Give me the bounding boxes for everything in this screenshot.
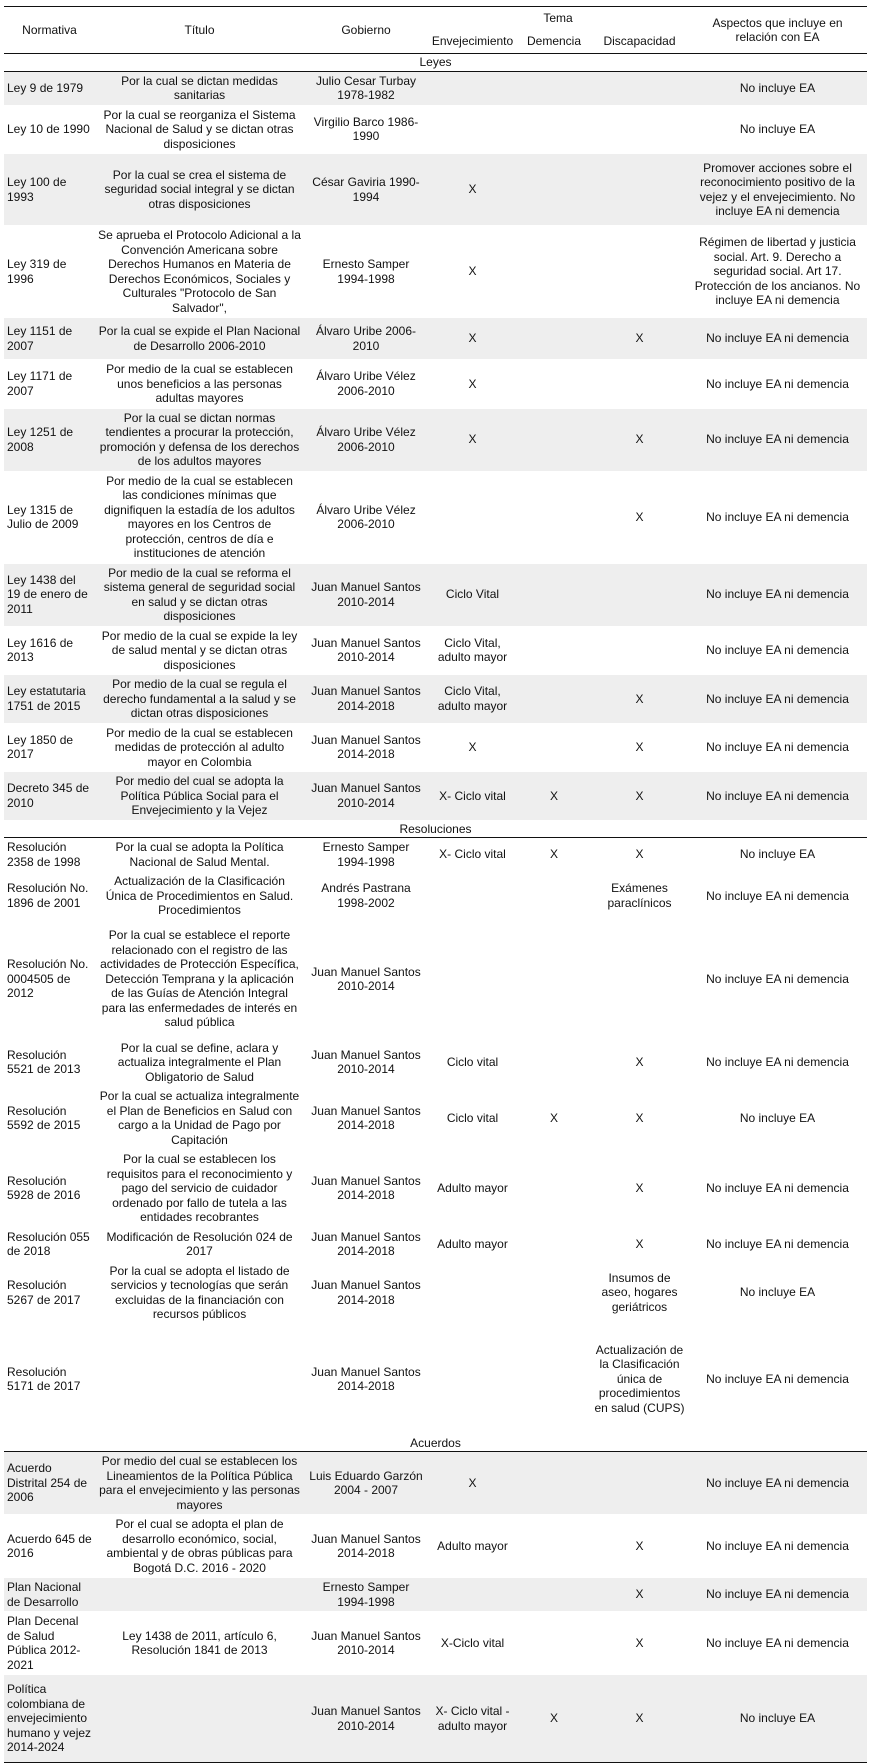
- cell-demencia: [517, 723, 591, 772]
- cell-demencia: X: [517, 1087, 591, 1150]
- cell-titulo: Actualización de la Clasificación Única de Procedimientos en Salud. Procedimientos: [95, 872, 304, 921]
- cell-envejecimiento: X: [428, 360, 517, 409]
- cell-gobierno: Juan Manuel Santos 2014-2018: [304, 1227, 428, 1261]
- cell-envejecimiento: [428, 1261, 517, 1324]
- cell-gobierno: Álvaro Uribe Vélez 2006-2010: [304, 471, 428, 563]
- cell-aspectos: No incluye EA: [688, 71, 867, 105]
- cell-aspectos: No incluye EA ni demencia: [688, 471, 867, 563]
- cell-gobierno: Álvaro Uribe 2006-2010: [304, 318, 428, 360]
- cell-titulo: [95, 1578, 304, 1612]
- cell-normativa: Resolución 5267 de 2017: [4, 1261, 95, 1324]
- cell-titulo: Por la cual se establecen los requisitos para el reconocimiento y pago del servicio de cuidador ordenado por fallo de tutela a las entidades recobrantes: [95, 1150, 304, 1228]
- header-normativa: Normativa: [22, 22, 77, 37]
- cell-demencia: [517, 226, 591, 318]
- cell-aspectos: Promover acciones sobre el reconocimiento positivo de la vejez y el envejecimiento. No incluye EA ni demencia: [688, 154, 867, 226]
- cell-demencia: [517, 1038, 591, 1087]
- cell-discapacidad: X: [591, 471, 688, 563]
- cell-discapacidad: Exámenes paraclínicos: [591, 872, 688, 921]
- cell-gobierno: Juan Manuel Santos 2014-2018: [304, 1261, 428, 1324]
- cell-normativa: Resolución 055 de 2018: [4, 1227, 95, 1261]
- cell-titulo: Por la cual se actualiza integralmente el Plan de Beneficios en Salud con cargo a la Unidad de Pago por Capitación: [95, 1087, 304, 1150]
- cell-aspectos: No incluye EA ni demencia: [688, 360, 867, 409]
- cell-gobierno: Juan Manuel Santos 2014-2018: [304, 723, 428, 772]
- table-row: [4, 1261, 867, 1324]
- section-label: Resoluciones: [4, 820, 867, 838]
- header-titulo: Título: [184, 22, 215, 37]
- cell-normativa: Ley 1171 de 2007: [4, 360, 95, 409]
- cell-normativa: Acuerdo Distrital 254 de 2006: [4, 1452, 95, 1515]
- cell-normativa: Ley 9 de 1979: [4, 71, 95, 105]
- cell-titulo: Por el cual se adopta el plan de desarrollo económico, social, ambiental y de obras públicas para Bogotá D.C. 2016 - 2020: [95, 1515, 304, 1578]
- cell-aspectos: No incluye EA: [688, 105, 867, 154]
- cell-gobierno: Juan Manuel Santos 2014-2018: [304, 1324, 428, 1434]
- cell-normativa: Política colombiana de envejecimiento humano y vejez 2014-2024: [4, 1675, 95, 1763]
- cell-aspectos: No incluye EA ni demencia: [688, 920, 867, 1038]
- cell-envejecimiento: X: [428, 1452, 517, 1515]
- cell-discapacidad: X: [591, 772, 688, 821]
- cell-envejecimiento: Ciclo vital: [428, 1038, 517, 1087]
- cell-envejecimiento: X-Ciclo vital: [428, 1612, 517, 1675]
- cell-envejecimiento: [428, 920, 517, 1038]
- cell-gobierno: Juan Manuel Santos 2014-2018: [304, 1150, 428, 1228]
- cell-titulo: Ley 1438 de 2011, artículo 6, Resolución 1841 de 2013: [95, 1612, 304, 1675]
- cell-demencia: X: [517, 1675, 591, 1763]
- cell-demencia: [517, 105, 591, 154]
- cell-gobierno: Álvaro Uribe Vélez 2006-2010: [304, 408, 428, 471]
- table-row: [4, 105, 867, 154]
- table-row: [4, 675, 867, 724]
- cell-titulo: Por la cual se establece el reporte relacionado con el registro de las actividades de Protección Específica, Detección Temprana y la aplicación de las Guías de Atención Integral para las enfermedades de interés en salud pública: [95, 920, 304, 1038]
- cell-titulo: Por medio de la cual se expide la ley de salud mental y se dictan otras disposiciones: [95, 626, 304, 675]
- cell-normativa: Resolución 5592 de 2015: [4, 1087, 95, 1150]
- cell-envejecimiento: [428, 471, 517, 563]
- cell-discapacidad: [591, 105, 688, 154]
- cell-gobierno: Juan Manuel Santos 2010-2014: [304, 1612, 428, 1675]
- cell-demencia: [517, 71, 591, 105]
- cell-aspectos: No incluye EA ni demencia: [688, 1150, 867, 1228]
- cell-titulo: [95, 1324, 304, 1434]
- cell-titulo: Por la cual se crea el sistema de seguridad social integral y se dictan otras disposiciones: [95, 154, 304, 226]
- table-row: [4, 408, 867, 471]
- cell-discapacidad: X: [591, 318, 688, 360]
- normativa-table: [4, 6, 867, 1763]
- cell-envejecimiento: X- Ciclo vital: [428, 772, 517, 821]
- cell-demencia: [517, 1227, 591, 1261]
- cell-envejecimiento: Adulto mayor: [428, 1515, 517, 1578]
- cell-normativa: Decreto 345 de 2010: [4, 772, 95, 821]
- cell-aspectos: No incluye EA ni demencia: [688, 723, 867, 772]
- header-gobierno: Gobierno: [341, 22, 391, 37]
- cell-demencia: [517, 408, 591, 471]
- cell-gobierno: Juan Manuel Santos 2014-2018: [304, 1515, 428, 1578]
- cell-discapacidad: X: [591, 838, 688, 872]
- cell-normativa: Ley 100 de 1993: [4, 154, 95, 226]
- cell-demencia: [517, 471, 591, 563]
- cell-normativa: Ley 1251 de 2008: [4, 408, 95, 471]
- table-row: [4, 1227, 867, 1261]
- table-row: [4, 1515, 867, 1578]
- cell-gobierno: Álvaro Uribe Vélez 2006-2010: [304, 360, 428, 409]
- cell-demencia: [517, 154, 591, 226]
- cell-gobierno: Juan Manuel Santos 2010-2014: [304, 1038, 428, 1087]
- cell-normativa: Resolución 5171 de 2017: [4, 1324, 95, 1434]
- cell-envejecimiento: X: [428, 226, 517, 318]
- cell-discapacidad: [591, 226, 688, 318]
- cell-normativa: Plan Decenal de Salud Pública 2012-2021: [4, 1612, 95, 1675]
- table-body: [4, 54, 867, 1763]
- cell-titulo: Modificación de Resolución 024 de 2017: [95, 1227, 304, 1261]
- cell-aspectos: No incluye EA ni demencia: [688, 675, 867, 724]
- cell-aspectos: No incluye EA: [688, 1261, 867, 1324]
- cell-envejecimiento: Adulto mayor: [428, 1150, 517, 1228]
- cell-titulo: Por medio de la cual se establecen unos beneficios a las personas adultas mayores: [95, 360, 304, 409]
- cell-titulo: Se aprueba el Protocolo Adicional a la Convención Americana sobre Derechos Humanos en Materia de Derechos Económicos, Sociales y Culturales "Protocolo de San Salvador",: [95, 226, 304, 318]
- table-row: [4, 772, 867, 821]
- cell-envejecimiento: Ciclo Vital, adulto mayor: [428, 626, 517, 675]
- cell-demencia: X: [517, 838, 591, 872]
- cell-discapacidad: Insumos de aseo, hogares geriátricos: [591, 1261, 688, 1324]
- cell-discapacidad: [591, 1452, 688, 1515]
- cell-demencia: [517, 1578, 591, 1612]
- cell-gobierno: Juan Manuel Santos 2010-2014: [304, 920, 428, 1038]
- cell-titulo: [95, 1675, 304, 1763]
- header-discapacidad: Discapacidad: [591, 29, 688, 54]
- cell-envejecimiento: Ciclo Vital: [428, 563, 517, 626]
- cell-titulo: Por medio de la cual se regula el derecho fundamental a la salud y se dictan otras disposiciones: [95, 675, 304, 724]
- table-row: [4, 626, 867, 675]
- cell-demencia: [517, 1612, 591, 1675]
- cell-aspectos: No incluye EA ni demencia: [688, 772, 867, 821]
- cell-discapacidad: X: [591, 1150, 688, 1228]
- table-row: [4, 1087, 867, 1150]
- cell-aspectos: No incluye EA ni demencia: [688, 626, 867, 675]
- table-row: [4, 1324, 867, 1434]
- cell-gobierno: Luis Eduardo Garzón 2004 - 2007: [304, 1452, 428, 1515]
- cell-aspectos: No incluye EA ni demencia: [688, 1227, 867, 1261]
- table-row: [4, 471, 867, 563]
- cell-normativa: Ley 10 de 1990: [4, 105, 95, 154]
- cell-aspectos: No incluye EA ni demencia: [688, 563, 867, 626]
- table-row: [4, 360, 867, 409]
- cell-titulo: Por la cual se dictan medidas sanitarias: [95, 71, 304, 105]
- cell-envejecimiento: Ciclo vital: [428, 1087, 517, 1150]
- cell-titulo: Por medio de la cual se establecen las condiciones mínimas que dignifiquen la estadía de los adultos mayores en los Centros de protección, centros de día e instituciones de atención: [95, 471, 304, 563]
- cell-gobierno: Virgilio Barco 1986-1990: [304, 105, 428, 154]
- cell-envejecimiento: [428, 1324, 517, 1434]
- cell-normativa: Ley 1438 del 19 de enero de 2011: [4, 563, 95, 626]
- header-tema: Tema: [543, 10, 573, 25]
- cell-normativa: Ley estatutaria 1751 de 2015: [4, 675, 95, 724]
- cell-normativa: Ley 1151 de 2007: [4, 318, 95, 360]
- cell-titulo: Por medio de la cual se reforma el sistema general de seguridad social en salud y se dictan otras disposiciones: [95, 563, 304, 626]
- cell-discapacidad: X: [591, 723, 688, 772]
- cell-envejecimiento: [428, 1578, 517, 1612]
- table-row: [4, 1612, 867, 1675]
- cell-discapacidad: X: [591, 408, 688, 471]
- cell-demencia: X: [517, 772, 591, 821]
- cell-demencia: [517, 675, 591, 724]
- cell-demencia: [517, 563, 591, 626]
- cell-titulo: Por medio de la cual se establecen medidas de protección al adulto mayor en Colombia: [95, 723, 304, 772]
- cell-demencia: [517, 1324, 591, 1434]
- cell-discapacidad: X: [591, 1227, 688, 1261]
- table-row: [4, 226, 867, 318]
- cell-normativa: Ley 1616 de 2013: [4, 626, 95, 675]
- cell-discapacidad: X: [591, 1087, 688, 1150]
- cell-titulo: Por la cual se adopta la Política Nacional de Salud Mental.: [95, 838, 304, 872]
- header-envejecimiento: Envejecimiento: [428, 29, 517, 54]
- cell-gobierno: Juan Manuel Santos 2010-2014: [304, 1675, 428, 1763]
- cell-aspectos: No incluye EA: [688, 1087, 867, 1150]
- cell-titulo: Por la cual se define, aclara y actualiza integralmente el Plan Obligatorio de Salud: [95, 1038, 304, 1087]
- cell-discapacidad: X: [591, 1038, 688, 1087]
- cell-titulo: Por la cual se adopta el listado de servicios y tecnologías que serán excluidas de la financiación con recursos públicos: [95, 1261, 304, 1324]
- cell-envejecimiento: X: [428, 318, 517, 360]
- section-header-row: [4, 820, 867, 838]
- cell-titulo: Por medio del cual se establecen los Lineamientos de la Política Pública para el envejecimiento y las personas mayores: [95, 1452, 304, 1515]
- cell-envejecimiento: [428, 71, 517, 105]
- section-label: Acuerdos: [4, 1434, 867, 1452]
- cell-aspectos: No incluye EA ni demencia: [688, 408, 867, 471]
- cell-aspectos: Régimen de libertad y justicia social. Art. 9. Derecho a seguridad social. Art 17. Protección de los ancianos. No incluye EA ni demencia: [688, 226, 867, 318]
- cell-aspectos: No incluye EA: [688, 1675, 867, 1763]
- cell-normativa: Ley 319 de 1996: [4, 226, 95, 318]
- cell-titulo: Por medio del cual se adopta la Política Pública Social para el Envejecimiento y la Vejez: [95, 772, 304, 821]
- cell-gobierno: Juan Manuel Santos 2014-2018: [304, 1087, 428, 1150]
- table-row: [4, 1452, 867, 1515]
- cell-gobierno: Juan Manuel Santos 2010-2014: [304, 563, 428, 626]
- cell-demencia: [517, 318, 591, 360]
- cell-discapacidad: X: [591, 1612, 688, 1675]
- cell-envejecimiento: Ciclo Vital, adulto mayor: [428, 675, 517, 724]
- cell-gobierno: Andrés Pastrana 1998-2002: [304, 872, 428, 921]
- cell-discapacidad: [591, 626, 688, 675]
- header-aspectos: Aspectos que incluye en relación con EA: [712, 15, 843, 44]
- cell-envejecimiento: [428, 105, 517, 154]
- cell-gobierno: César Gaviria 1990-1994: [304, 154, 428, 226]
- table-row: [4, 563, 867, 626]
- cell-discapacidad: [591, 920, 688, 1038]
- cell-gobierno: Julio Cesar Turbay 1978-1982: [304, 71, 428, 105]
- cell-envejecimiento: X: [428, 154, 517, 226]
- cell-gobierno: Juan Manuel Santos 2010-2014: [304, 772, 428, 821]
- table-row: [4, 154, 867, 226]
- cell-normativa: Ley 1850 de 2017: [4, 723, 95, 772]
- cell-envejecimiento: X: [428, 408, 517, 471]
- cell-normativa: Plan Nacional de Desarrollo: [4, 1578, 95, 1612]
- cell-normativa: Acuerdo 645 de 2016: [4, 1515, 95, 1578]
- cell-envejecimiento: X: [428, 723, 517, 772]
- table-row: [4, 1675, 867, 1763]
- cell-discapacidad: [591, 563, 688, 626]
- cell-envejecimiento: [428, 872, 517, 921]
- cell-demencia: [517, 360, 591, 409]
- cell-envejecimiento: Adulto mayor: [428, 1227, 517, 1261]
- cell-gobierno: Ernesto Samper 1994-1998: [304, 226, 428, 318]
- cell-envejecimiento: X- Ciclo vital - adulto mayor: [428, 1675, 517, 1763]
- table-row: [4, 872, 867, 921]
- cell-demencia: [517, 920, 591, 1038]
- cell-discapacidad: X: [591, 1675, 688, 1763]
- cell-demencia: [517, 626, 591, 675]
- cell-discapacidad: Actualización de la Clasificación única de procedimientos en salud (CUPS): [591, 1324, 688, 1434]
- cell-discapacidad: X: [591, 675, 688, 724]
- table-row: [4, 1038, 867, 1087]
- cell-discapacidad: [591, 154, 688, 226]
- cell-demencia: [517, 872, 591, 921]
- cell-demencia: [517, 1150, 591, 1228]
- cell-envejecimiento: X- Ciclo vital: [428, 838, 517, 872]
- cell-aspectos: No incluye EA ni demencia: [688, 1324, 867, 1434]
- cell-aspectos: No incluye EA ni demencia: [688, 1515, 867, 1578]
- cell-aspectos: No incluye EA ni demencia: [688, 872, 867, 921]
- cell-demencia: [517, 1452, 591, 1515]
- table-header: [4, 7, 867, 54]
- cell-normativa: Ley 1315 de Julio de 2009: [4, 471, 95, 563]
- table-row: [4, 723, 867, 772]
- cell-gobierno: Ernesto Samper 1994-1998: [304, 838, 428, 872]
- cell-titulo: Por la cual se reorganiza el Sistema Nacional de Salud y se dictan otras disposiciones: [95, 105, 304, 154]
- section-header-row: [4, 54, 867, 72]
- cell-aspectos: No incluye EA ni demencia: [688, 1578, 867, 1612]
- cell-demencia: [517, 1515, 591, 1578]
- cell-normativa: Resolución No. 0004505 de 2012: [4, 920, 95, 1038]
- cell-titulo: Por la cual se dictan normas tendientes a procurar la protección, promoción y defensa de los derechos de los adultos mayores: [95, 408, 304, 471]
- section-header-row: [4, 1434, 867, 1452]
- table-row: [4, 318, 867, 360]
- cell-normativa: Resolución No. 1896 de 2001: [4, 872, 95, 921]
- cell-aspectos: No incluye EA ni demencia: [688, 1612, 867, 1675]
- cell-discapacidad: X: [591, 1578, 688, 1612]
- cell-demencia: [517, 1261, 591, 1324]
- cell-normativa: Resolución 5928 de 2016: [4, 1150, 95, 1228]
- cell-normativa: Resolución 5521 de 2013: [4, 1038, 95, 1087]
- header-demencia: Demencia: [517, 29, 591, 54]
- table-row: [4, 71, 867, 105]
- cell-discapacidad: X: [591, 1515, 688, 1578]
- cell-discapacidad: [591, 71, 688, 105]
- table-row: [4, 838, 867, 872]
- cell-titulo: Por la cual se expide el Plan Nacional de Desarrollo 2006-2010: [95, 318, 304, 360]
- cell-aspectos: No incluye EA ni demencia: [688, 1038, 867, 1087]
- cell-gobierno: Ernesto Samper 1994-1998: [304, 1578, 428, 1612]
- table-row: [4, 1150, 867, 1228]
- cell-normativa: Resolución 2358 de 1998: [4, 838, 95, 872]
- cell-gobierno: Juan Manuel Santos 2010-2014: [304, 626, 428, 675]
- cell-aspectos: No incluye EA ni demencia: [688, 1452, 867, 1515]
- cell-aspectos: No incluye EA ni demencia: [688, 318, 867, 360]
- cell-aspectos: No incluye EA: [688, 838, 867, 872]
- table-row: [4, 920, 867, 1038]
- table-row: [4, 1578, 867, 1612]
- section-label: Leyes: [4, 54, 867, 72]
- cell-discapacidad: [591, 360, 688, 409]
- cell-gobierno: Juan Manuel Santos 2014-2018: [304, 675, 428, 724]
